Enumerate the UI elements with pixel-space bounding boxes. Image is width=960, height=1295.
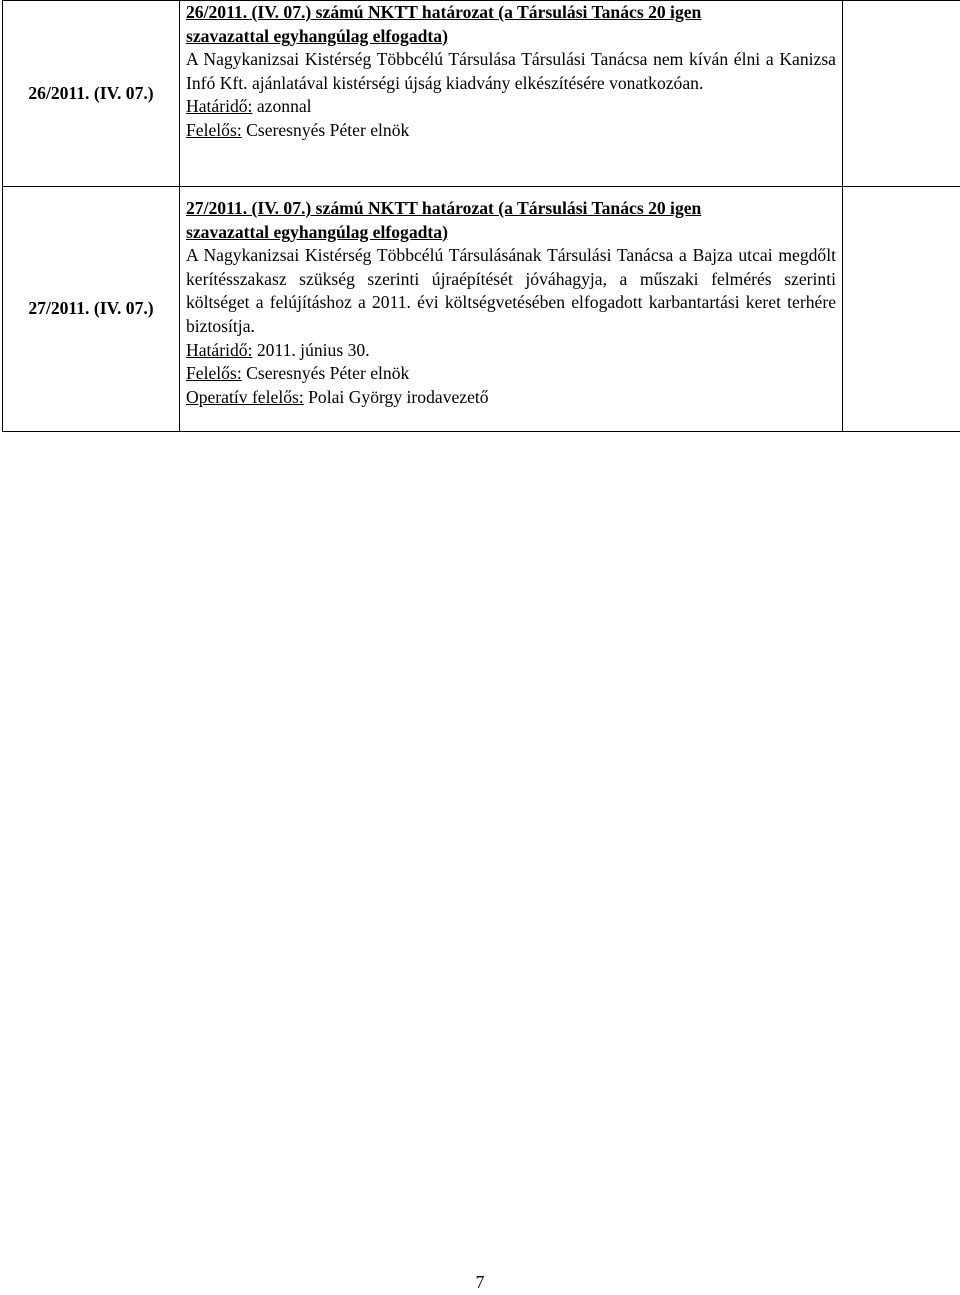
resolution-body-cell [180, 187, 843, 432]
deadline-line [186, 339, 836, 363]
responsible-line [186, 362, 836, 386]
resolution-body-cell [180, 1, 843, 187]
resolutions-table [2, 0, 960, 432]
deadline-label: Határidő: [186, 340, 252, 360]
resolution-date-cell [3, 1, 180, 187]
resolution-date-cell [3, 187, 180, 432]
responsible-label: Felelős: [186, 120, 242, 140]
resolution-date: 26/2011. (IV. 07.) [28, 83, 153, 103]
table-row [3, 187, 960, 432]
deadline-value: 2011. június 30. [252, 340, 369, 360]
resolution-date: 27/2011. (IV. 07.) [28, 298, 153, 318]
deadline-line [186, 95, 836, 119]
responsible-value: Cseresnyés Péter elnök [242, 120, 410, 140]
responsible-value: Cseresnyés Péter elnök [242, 363, 410, 383]
responsible-line [186, 119, 836, 143]
operative-responsible-label: Operatív felelős: [186, 387, 304, 407]
deadline-value: azonnal [252, 96, 311, 116]
deadline-label: Határidő: [186, 96, 252, 116]
responsible-label: Felelős: [186, 363, 242, 383]
resolution-heading: 26/2011. (IV. 07.) számú NKTT határozat (a Társulási Tanács 20 igen szavazattal egyhangúlag elfogadta) [186, 1, 836, 48]
empty-cell [843, 187, 960, 432]
resolution-text: A Nagykanizsai Kistérség Többcélú Társulása Társulási Tanácsa nem kíván élni a Kanizsa Infó Kft. ajánlatával kistérségi újság kiadvány elkészítésére vonatkozóan. [186, 48, 836, 95]
operative-responsible-value: Polai György irodavezető [304, 387, 489, 407]
empty-cell [843, 1, 960, 187]
resolution-heading: 27/2011. (IV. 07.) számú NKTT határozat (a Társulási Tanács 20 igen szavazattal egyhangúlag elfogadta) [186, 197, 836, 244]
table-row [3, 1, 960, 187]
page-number: 7 [0, 1271, 960, 1295]
resolution-text: A Nagykanizsai Kistérség Többcélú Társulásának Társulási Tanácsa a Bajza utcai megdőlt kerítésszakasz szükség szerinti újraépítését jóváhagyja, a műszaki felmérés szerinti költséget a felújításhoz a 2011. évi költségvetésében elfogadott karbantartási keret terhére biztosítja. [186, 244, 836, 338]
operative-responsible-line [186, 386, 836, 410]
